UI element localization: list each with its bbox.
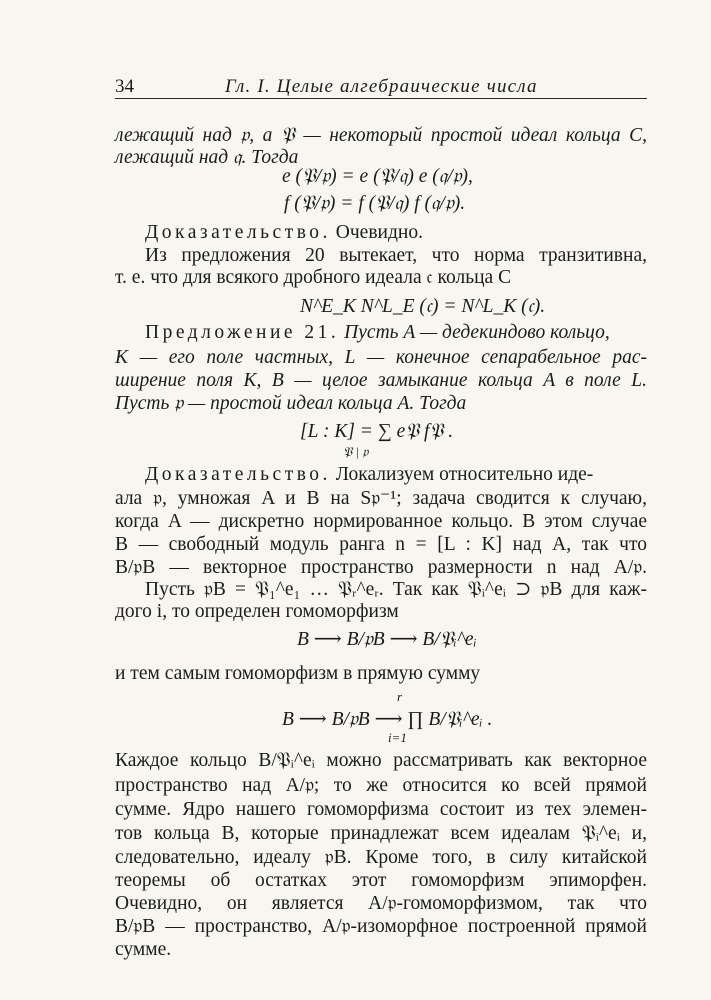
text-line: лежащий над 𝔮. Тогда [115,147,299,168]
equation-degree-sum: [L : K] = ∑ e𝔓 f𝔓 . [300,421,454,442]
text-line: теоремы об остатках этот гомоморфизм эпиморфен. [115,870,647,891]
text-line: т. е. что для всякого дробного идеала 𝔠 кольца C [115,267,512,288]
text-line: тов кольца B, которые принадлежат всем идеалам 𝔓ᵢ^eᵢ и, [115,823,647,844]
text-line: Пусть 𝔭 — простой идеал кольца A. Тогда [115,393,467,414]
proof-line [145,463,647,487]
text-line: следовательно, идеалу 𝔭B. Кроме того, в силу китайской [115,847,647,868]
proof-heading: Доказательство. [145,464,331,485]
proof-line [145,221,647,245]
proof-heading: Доказательство. [145,222,331,243]
equation-residue-degree: f (𝔓/𝔭) = f (𝔓/𝔮) f (𝔮/𝔭). [284,193,466,214]
text-line: сумме. Ядро нашего гомоморфизма состоит из тех элемен- [115,799,647,820]
text-line: Из предложения 20 вытекает, что норма транзитивна, [145,245,647,266]
page-header [115,72,647,99]
running-title: Гл. I. Целые алгебраические числа [225,76,538,97]
product-upper-limit: r [397,689,403,704]
text-line: B — свободный модуль ранга n = [L : K] над A, так что [115,534,647,555]
proof-text: Локализуем относительно иде- [330,464,594,485]
text-line: пространство над A/𝔭; то же относится ко всей прямой [115,775,647,796]
text-line: Очевидно, он является A/𝔭-гомоморфизмом, так что [115,893,647,914]
text-line: когда A — дискретно нормированное кольцо. В этом случае [115,511,647,532]
equation-norm-transitivity: N^E_K N^L_E (𝔠) = N^L_K (𝔠). [300,296,546,317]
text-line: B/𝔭B — векторное пространство размерности n над A/𝔭. [115,557,647,578]
page-number: 34 [115,76,134,97]
proposition-text: Пусть A — дедекиндово кольцо, [339,322,610,343]
equation-homomorphism: B ⟶ B/𝔭B ⟶ B/𝔓ᵢ^eᵢ [297,629,477,650]
text-line: дого i, то определен гомоморфизм [115,601,399,622]
proposition-line [145,321,647,345]
text-line: Пусть 𝔭B = 𝔓₁^e₁ … 𝔓ᵣ^eᵣ. Так как 𝔓ᵢ^eᵢ ⊃ 𝔭B для каж- [145,579,647,600]
text-line: ширение поля K, B — целое замыкание кольца A в поле L. [115,370,647,391]
proposition-heading: Предложение 21. [145,322,340,343]
sum-index: 𝔓 | 𝔭 [343,444,369,459]
text-line: лежащий над 𝔭, а 𝔓 — некоторый простой идеал кольца C, [115,125,647,146]
text-line: K — его поле частных, L — конечное сепарабельное рас- [115,347,647,368]
text-line: сумме. [115,939,172,960]
text-line: ала 𝔭, умножая A и B на S𝔭⁻¹; задача сводится к случаю, [115,488,647,509]
equation-direct-sum: B ⟶ B/𝔭B ⟶ ∏ B/𝔓ᵢ^eᵢ . [282,709,493,730]
text-line: B/𝔭B — пространство, A/𝔭-изоморфное построенной прямой [115,916,647,937]
product-lower-limit: i=1 [388,730,407,745]
text-line: и тем самым гомоморфизм в прямую сумму [115,663,481,684]
equation-ramification: e (𝔓/𝔭) = e (𝔓/𝔮) e (𝔮/𝔭), [282,166,473,187]
text-line: Каждое кольцо B/𝔓ᵢ^eᵢ можно рассматривать как векторное [115,750,647,771]
proof-text: Очевидно. [330,222,423,243]
